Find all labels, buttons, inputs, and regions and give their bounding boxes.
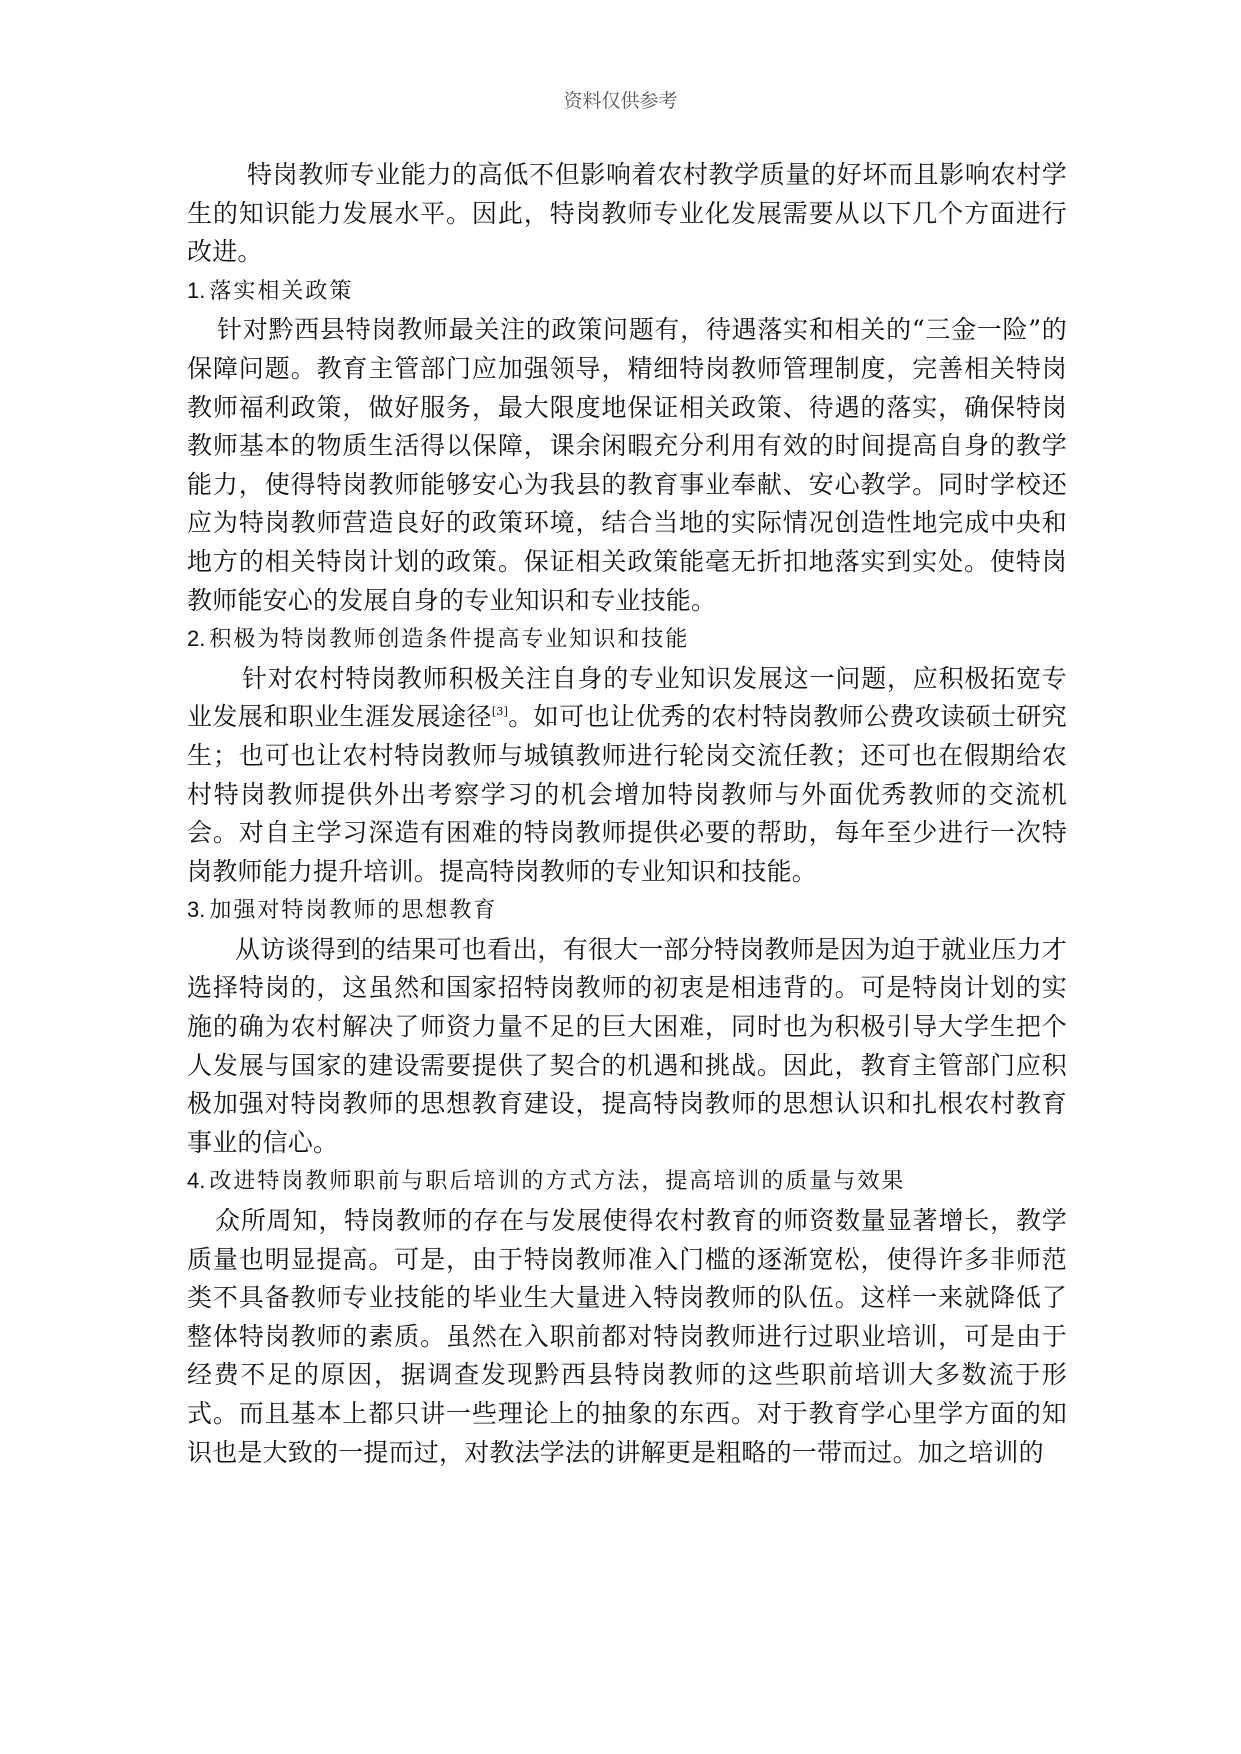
section-2-title: 积极为特岗教师创造条件提高专业知识和技能 [209,627,690,653]
section-2-text-part2: 。如可也让优秀的农村特岗教师公费攻读硕士研究生；也可也让农村特岗教师与城镇教师进行轮岗交流任教；还可也在假期给农村特岗教师提供外出考察学习的机会增加特岗教师与外面优秀教师的交流机会。对自主学习深造有困难的特岗教师提供必要的帮助，每年至少进行一次特岗教师能力提升培训。提高特岗教师的专业知识和技能。 [187,702,1067,886]
section-4-paragraph: 众所周知，特岗教师的存在与发展使得农村教育的师资数量显著增长，教学质量也明显提高。可是，由于特岗教师准入门槛的逐渐宽松，使得许多非师范类不具备教师专业技能的毕业生大量进入特岗教师的队伍。这样一来就降低了整体特岗教师的素质。虽然在入职前都对特岗教师进行过职业培训，可是由于经费不足的原因，据调查发现黔西县特岗教师的这些职前培训大多数流于形式。而且基本上都只讲一些理论上的抽象的东西。对于教育学心里学方面的知识也是大致的一提而过，对教法学法的讲解更是粗略的一带而过。加之培训的 [187,1206,1067,1467]
section-1-paragraph: 针对黔西县特岗教师最关注的政策问题有，待遇落实和相关的“三金一险”的保障问题。教育主管部门应加强领导，精细特岗教师管理制度，完善相关特岗教师福利政策，做好服务，最大限度地保证相关政策、待遇的落实，确保特岗教师基本的物质生活得以保障，课余闲暇充分利用有效的时间提高自身的教学能力，使得特岗教师能够安心为我县的教育事业奉献、安心教学。同时学校还应为特岗教师营造良好的政策环境，结合当地的实际情况创造性地完成中央和地方的相关特岗计划的政策。保证相关政策能毫无折扣地落实到实处。使特岗教师能安心的发展自身的专业知识和专业技能。 [187,315,1067,615]
document-body [187,156,1067,1472]
section-4-heading [187,1162,1067,1202]
section-4-number: 4. [187,1168,206,1194]
citation-ref: [3] [491,705,509,719]
intro-paragraph: 特岗教师专业能力的高低不但影响着农村教学质量的好坏而且影响农村学生的知识能力发展水平。因此，特岗教师专业化发展需要从以下几个方面进行改进。 [187,160,1067,267]
section-2-text-part1: 针对农村特岗教师积极关注自身的专业知识发展这一问题，应积极拓宽专业发展和职业生涯发展途径 [187,663,1067,732]
section-3-number: 3. [187,897,206,923]
section-3-heading [187,891,1067,931]
section-1-title: 落实相关政策 [209,278,354,304]
section-1-heading [187,272,1067,312]
section-2-heading [187,620,1067,660]
section-1-number: 1. [187,277,206,303]
section-3-title: 加强对特岗教师的思想教育 [209,898,498,924]
section-2-paragraph [187,660,1067,892]
section-4-title: 改进特岗教师职前与职后培训的方式方法，提高培训的质量与效果 [209,1169,906,1195]
page-header: 资料仅供参考 [563,90,678,112]
section-3-paragraph: 从访谈得到的结果可也看出，有很大一部分特岗教师是因为迫于就业压力才选择特岗的，这虽然和国家招特岗教师的初衷是相违背的。可是特岗计划的实施的确为农村解决了师资力量不足的巨大困难，同时也为积极引导大学生把个人发展与国家的建设需要提供了契合的机遇和挑战。因此，教育主管部门应积极加强对特岗教师的思想教育建设，提高特岗教师的思想认识和扎根农村教育事业的信心。 [187,934,1067,1157]
section-2-number: 2. [187,626,206,652]
